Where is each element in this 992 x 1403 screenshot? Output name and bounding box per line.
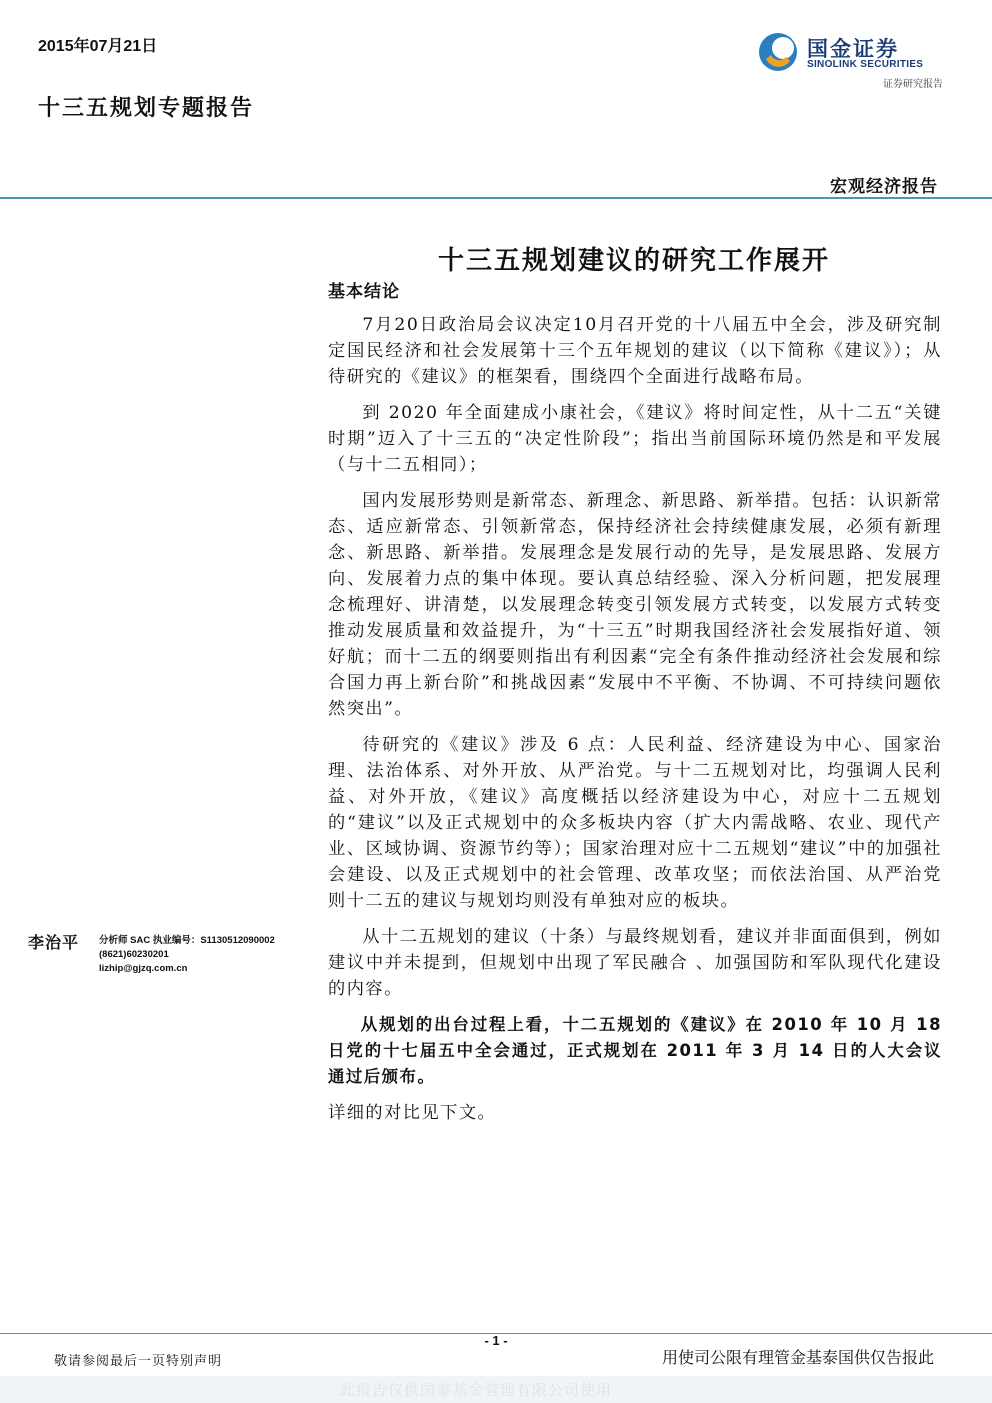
report-type: 宏观经济报告 bbox=[830, 177, 938, 197]
footer-disclaimer: 敬请参阅最后一页特别声明 bbox=[54, 1354, 223, 1369]
paragraph-4: 待研究的《建议》涉及 6 点：人民利益、经济建设为中心、国家治理、法治体系、对外开放、从严治党。与十二五规划对比，均强调人民利益、对外开放，《建议》高度概括以经济建设为中心，对应十二五规划的“建议”以及正式规划中的众多板块内容（扩大内需战略、农业、现代产业、区域协调、资源节约等）；国家治理对应十二五规划“建议”中的加强社会建设、以及正式规划中的社会管理、改革攻坚；而依法治国、从严治党则十二五的建议与规划均则没有单独对应的板块。 bbox=[328, 735, 942, 911]
series-title: 十三五规划专题报告 bbox=[38, 95, 255, 121]
author-info bbox=[99, 934, 275, 976]
paragraph-6: 从规划的出台过程上看，十二五规划的《建议》在 2010 年 10 月 18 日党的十七届五中全会通过，正式规划在 2011 年 3 月 14 日的人大会议通过后颁布。 bbox=[328, 1015, 942, 1086]
section-title: 基本结论 bbox=[328, 282, 400, 302]
paragraph-5: 从十二五规划的建议（十条）与最终规划看，建议并非面面俱到，例如建议中并未提到，但规划中出现了军民融合 、加强国防和军队现代化建设的内容。 bbox=[328, 927, 942, 999]
logo-name-cn: 国金证券 bbox=[807, 37, 899, 61]
header-divider bbox=[0, 197, 992, 199]
logo-subtitle: 证券研究报告 bbox=[883, 79, 943, 90]
paragraph-1: 7月20日政治局会议决定10月召开党的十八届五中全会，涉及研究制定国民经济和社会发展第十三个五年规划的建议（以下简称《建议》）；从待研究的《建议》的框架看，围绕四个全面进行战略布局。 bbox=[328, 315, 942, 387]
footer-right-text: 用使司公限有理管金基泰国供仅告报此 bbox=[661, 1348, 934, 1367]
author-email[interactable]: lizhip@gjzq.com.cn bbox=[99, 963, 188, 974]
author-name: 李治平 bbox=[28, 933, 80, 952]
report-date: 2015年07月21日 bbox=[38, 38, 158, 55]
watermark-text: 此报告仅供国泰基金管理有限公司使用 bbox=[340, 1381, 613, 1399]
page-number: - 1 - bbox=[484, 1333, 508, 1348]
paragraph-3: 国内发展形势则是新常态、新理念、新思路、新举措。包括：认识新常态、适应新常态、引领新常态，保持经济社会持续健康发展，必须有新理念、新思路、新举措。发展理念是发展行动的先导，是发展思路、发展方向、发展着力点的集中体现。要认真总结经验、深入分析问题，把发展理念梳理好、讲清楚，以发展理念转变引领发展方式转变，以发展方式转变推动发展质量和效益提升，为“十三五”时期我国经济社会发展指好道、领好航；而十二五的纲要则指出有利因素“完全有条件推动经济社会发展和综合国力再上新台阶”和挑战因素“发展中不平衡、不协调、不可持续问题依然突出”。 bbox=[328, 491, 942, 719]
author-phone: (8621)60230201 bbox=[99, 949, 169, 960]
author-sac-number: 分析师 SAC 执业编号：S1130512090002 bbox=[99, 935, 275, 946]
company-logo bbox=[757, 31, 947, 91]
article-title: 十三五规划建议的研究工作展开 bbox=[437, 246, 830, 276]
paragraph-2: 到 2020 年全面建成小康社会，《建议》将时间定性，从十二五“关键时期”迈入了十三五的“决定性阶段”；指出当前国际环境仍然是和平发展（与十二五相同）； bbox=[328, 403, 942, 475]
sinolink-logo-icon bbox=[757, 31, 799, 73]
article-body bbox=[328, 312, 942, 1136]
paragraph-7: 详细的对比见下文。 bbox=[328, 1103, 497, 1123]
logo-name-en: SINOLINK SECURITIES bbox=[807, 59, 924, 70]
